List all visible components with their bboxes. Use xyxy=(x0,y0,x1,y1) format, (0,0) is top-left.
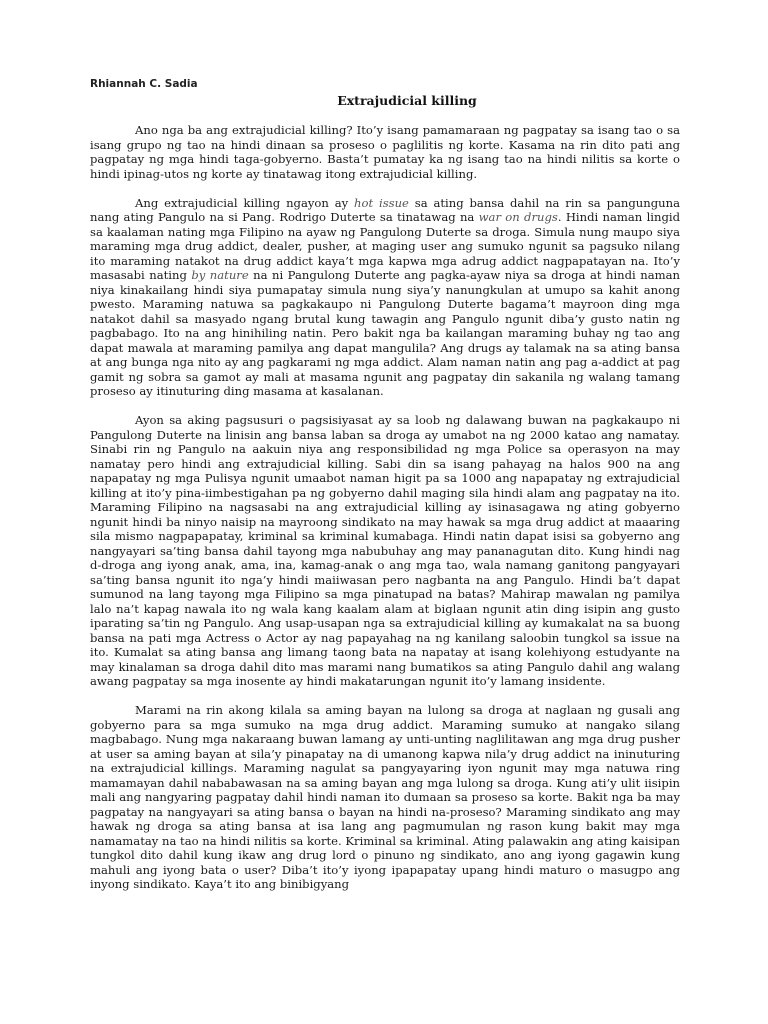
paragraph-2-text-b: sa ating bansa dahil na rin sa pangunguna nang ating Pangulo na si Pang. Rodrigo Duterte sa tinatawag na xyxy=(90,195,680,224)
emphasis-hot-issue: hot issue xyxy=(354,195,409,210)
paragraph-1: Ano nga ba ang extrajudicial killing? Ito’y isang pamamaraan ng pagpatay sa isang tao o sa isang grupo ng tao na hindi dinaan sa proseso o paglilitis ng korte. Kasama na rin dito pati ang pagpatay ng mga hindi taga-gobyerno. Basta’t pumatay ka ng isang tao na hindi nilitis sa korte o hindi ipinag-utos ng korte ay tinatawag itong extrajudicial killing. xyxy=(90,123,680,181)
paragraph-2-text-c: . Hindi naman lingid sa kaalaman nating mga Filipino na ayaw ng Pangulong Duterte sa droga. Simula nung maupo siya maraming mga drug addict, dealer, pusher, at maging user ang sumuko ngunit sa pagsuko nilang ito maraming natakot na drug addict kaya’t mga kapwa mga adrug addict nagpapatayan na. Ito’y masasabi nating xyxy=(90,210,681,282)
paragraph-2-text-d: na ni Pangulong Duterte ang pagka-ayaw niya sa droga at hindi naman niya kinakailang hindi siya pumapatay simula nung siya’y nanungkulan at umupo sa kahit anong pwesto. Maraming natuwa sa pagkakaupo ni Pangulong Duterte bagama’t mayroon ding mga natakot dahil sa masyado ngang brutal kung tawagin ang Pangulo ngunit diba’y gusto natin ng pagbabago. Ito na ang hinihiling natin. Pero bakit nga ba kailangan maraming buhay ng tao ang dapat mawala at maraming pamilya ang dapat mangulila? Ang drugs ay talamak na sa ating bansa at ang bunga nga nito ay ang pagkarami ng mga addict. Alam naman natin ang pag a-addict at pag gamit ng sobra sa gamot ay mali at masama ngunit ang pagpatay din sakanila ng walang tamang proseso ay itinuturing ding masama at kasalanan. xyxy=(90,268,680,398)
document-title: Extrajudicial killing xyxy=(337,93,477,108)
author-name: Rhiannah C. Sadia xyxy=(90,78,198,90)
paragraph-3: Ayon sa aking pagsusuri o pagsisiyasat ay sa loob ng dalawang buwan na pagkakaupo ni Pangulong Duterte na linisin ang bansa laban sa droga ay umabot na ng 2000 katao ang namatay. Sinabi rin ng Pangulo na aakuin niya ang responsibilidad ng mga Police sa operasyon na may namatay pero hindi ang extrajudicial killing. Sabi din sa isang pahayag na halos 900 na ang napapatay ng mga Pulisya ngunit umaabot naman higit pa sa 1000 ang napapatay ng extrajudicial killing at ito’y pina-iimbestigahan pa ng gobyerno dahil maging sila hindi alam ang pagpatay na ito. Maraming Filipino na nagsasabi na ang extrajudicial killing ay isinasagawa ng ating gobyerno ngunit hindi ba ninyo naisip na mayroong sindikato na may hawak sa mga drug addict at maaaring sila mismo nagpapapatay, kriminal sa kriminal kumabaga. Hindi natin dapat isisi sa gobyerno ang nangyayari sa’ting bansa dahil tayong mga nabubuhay ang may pananagutan dito. Kung hindi nag d-droga ang iyong anak, ama, ina, kamag-anak o ang mga tao, wala namang ganitong pangyayari sa’ting bansa ngunit ito nga’y hindi maiiwasan pero nagbanta na ang Pangulo. Hindi ba’t dapat sumunod na lang tayong mga Filipino sa mga pinatupad na batas? Mahirap mawalan ng pamilya lalo na’t kapag nawala ito ng wala kang kaalam alam at biglaan ngunit atin ding isipin ang gusto iparating sa’tin ng Pangulo. Ang usap-usapan nga sa extrajudicial killing ay kumakalat na sa buong bansa na pati mga Actress o Actor ay nag papayahag na ng kanilang saloobin tungkol sa issue na ito. Kumalat sa ating bansa ang limang taong bata na napatay at isang kolehiyong estudyante na may kinalaman sa droga dahil dito mas marami nang bumatikos sa ating Pangulo dahil ang walang awang pagpatay sa mga inosente ay hindi makatarungan ngunit ito’y lamang insidente. xyxy=(90,413,680,688)
paragraph-4: Marami na rin akong kilala sa aming bayan na lulong sa droga at naglaan ng gusali ang gobyerno para sa mga sumuko na mga drug addict. Maraming sumuko at nangako silang magbabago. Nung mga nakaraang buwan lamang ay unti-unting naglilitawan ang mga drug pusher at user sa aming bayan at sila’y pinapatay na di umanong kapwa nila’y drug addict na ininuturing na extrajudicial killings. Maraming nagulat sa pangyayaring iyon ngunit may mga natuwa ring mamamayan dahil nababawasan na sa aming bayan ang mga lulong sa droga. Kung ati’y ulit iisipin mali ang nangyaring pagpatay dahil hindi naman ito dumaan sa proseso sa korte. Bakit nga ba may pagpatay na nangyayari sa ating bansa o bayan na hindi na-proseso? Maraming sindikato ang may hawak ng droga sa ating bansa at isa lang ang pagmumulan ng rason kung bakit may mga namamatay na tao na hindi nilitis sa korte. Kriminal sa kriminal. Ating palawakin ang ating kaisipan tungkol dito dahil kung ikaw ang drug lord o pinuno ng sindikato, ano ang iyong gagawin kung mahuli ang iyong bata o user? Diba’t ito’y iyong ipapapatay upang hindi maturo o masugpo ang inyong sindikato. Kaya’t ito ang binibigyang xyxy=(90,703,680,891)
paragraph-2-text-a: Ang extrajudicial killing ngayon ay xyxy=(135,195,355,210)
document-body xyxy=(90,123,680,892)
paragraph-2 xyxy=(90,196,680,399)
emphasis-war-on-drugs: war on drugs xyxy=(478,210,558,224)
emphasis-by-nature: by nature xyxy=(191,268,249,282)
